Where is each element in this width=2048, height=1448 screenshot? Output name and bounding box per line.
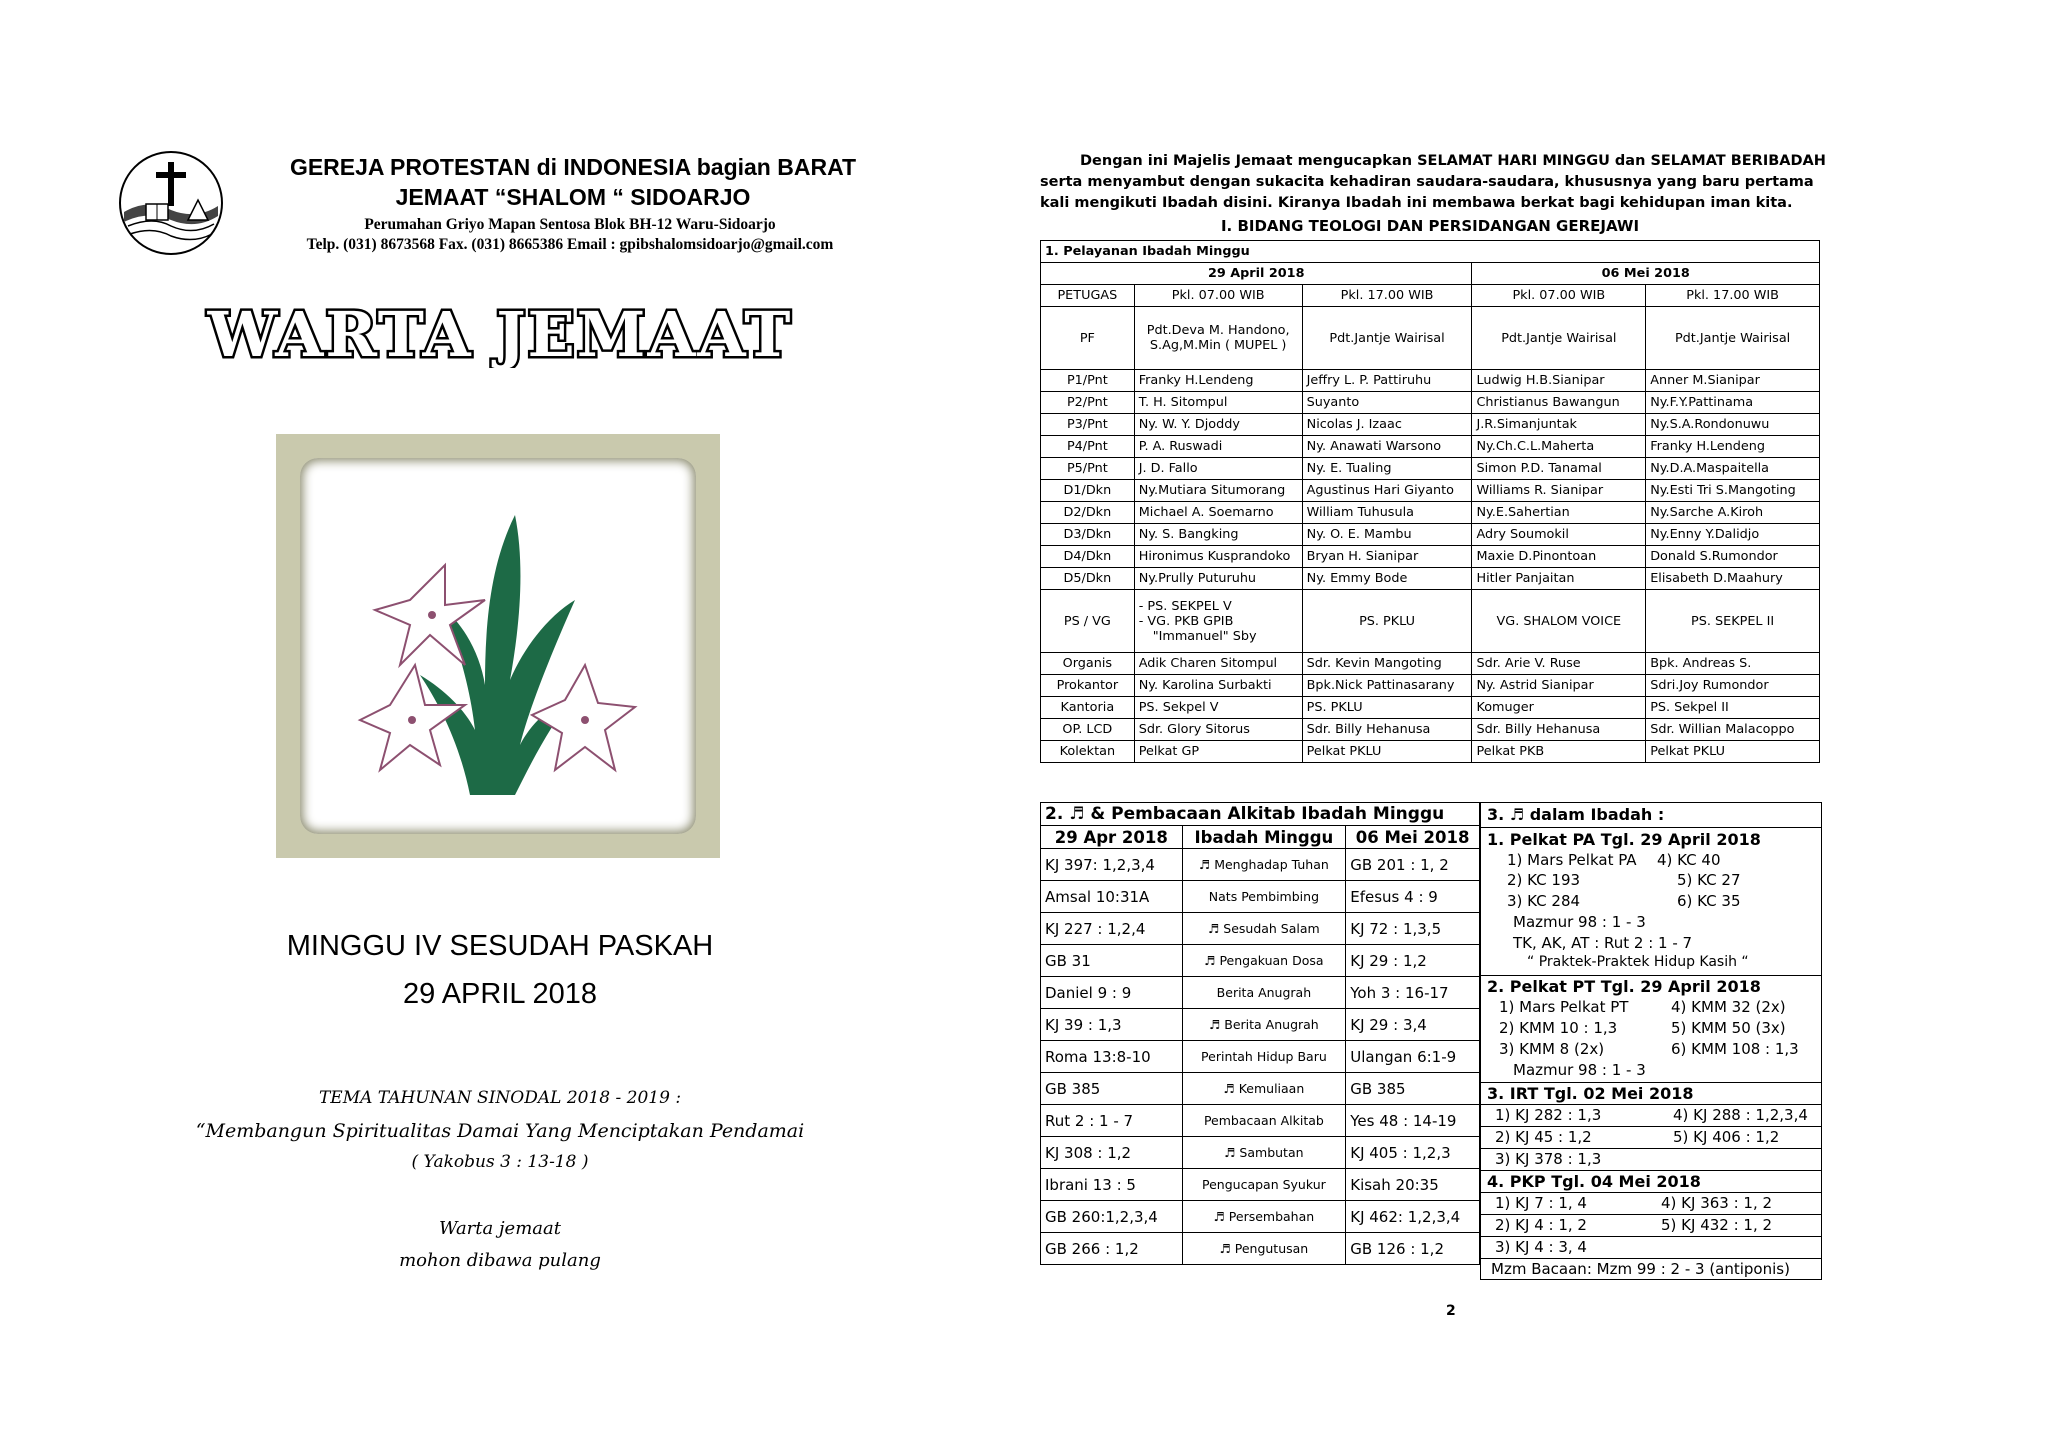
role-cell: Kantoria — [1041, 697, 1135, 719]
theme-text: “Membangun Spiritualitas Damai Yang Menciptakan Pendamai — [195, 1120, 805, 1142]
table-row — [1041, 524, 1820, 546]
table-row — [1041, 546, 1820, 568]
table-row — [1041, 675, 1820, 697]
psalm-reading: Mzm Bacaan: Mzm 99 : 2 - 3 (antiponis) — [1491, 1260, 1790, 1278]
table-cell: Yes 48 : 14-19 — [1346, 1105, 1480, 1137]
table-row — [1041, 1041, 1480, 1073]
table-cell: Ny. S. Bangking — [1134, 524, 1302, 546]
table-cell: KJ 405 : 1,2,3 — [1346, 1137, 1480, 1169]
pt-psalm: Mazmur 98 : 1 - 3 — [1513, 1061, 1646, 1079]
table-cell: Suyanto — [1302, 392, 1472, 414]
irt-song: 5) KJ 406 : 1,2 — [1673, 1128, 1780, 1146]
table-row — [1041, 568, 1820, 590]
pt-song: 2) KMM 10 : 1,3 — [1499, 1019, 1618, 1037]
table-row — [1041, 285, 1820, 307]
table-row — [1041, 458, 1820, 480]
pkp-title: 4. PKP Tgl. 04 Mei 2018 — [1487, 1172, 1701, 1191]
table-cell: Anner M.Sianipar — [1646, 370, 1820, 392]
role-cell: Amsal 10:31A — [1041, 881, 1183, 913]
irt-song: 1) KJ 282 : 1,3 — [1495, 1106, 1602, 1124]
role-cell: Prokantor — [1041, 675, 1135, 697]
table-cell: KJ 72 : 1,3,5 — [1346, 913, 1480, 945]
pkp-row-divider — [1481, 1236, 1821, 1237]
table-row — [1041, 1073, 1480, 1105]
table-cell — [1134, 590, 1302, 653]
table-cell: Yoh 3 : 16-17 — [1346, 977, 1480, 1009]
role-cell: P1/Pnt — [1041, 370, 1135, 392]
role-cell: D2/Dkn — [1041, 502, 1135, 524]
role-cell: KJ 308 : 1,2 — [1041, 1137, 1183, 1169]
table-cell: PS. SEKPEL II — [1646, 590, 1820, 653]
role-cell: GB 266 : 1,2 — [1041, 1233, 1183, 1265]
table-cell: Franky H.Lendeng — [1646, 436, 1820, 458]
table-row — [1041, 653, 1820, 675]
table-row — [1041, 307, 1820, 370]
role-cell: OP. LCD — [1041, 719, 1135, 741]
role-cell: D5/Dkn — [1041, 568, 1135, 590]
pkp-row-divider — [1481, 1192, 1821, 1193]
table-cell: Ny.E.Sahertian — [1472, 502, 1646, 524]
table-cell: Hitler Panjaitan — [1472, 568, 1646, 590]
table-cell: J.R.Simanjuntak — [1472, 414, 1646, 436]
table-cell: Pelkat PKLU — [1646, 741, 1820, 763]
role-cell: Roma 13:8-10 — [1041, 1041, 1183, 1073]
role-cell: GB 260:1,2,3,4 — [1041, 1201, 1183, 1233]
pa-song: 1) Mars Pelkat PA — [1507, 851, 1637, 869]
date-header-1: 29 April 2018 — [1041, 263, 1472, 285]
table-cell: Sdri.Joy Rumondor — [1646, 675, 1820, 697]
take-home-note-line2: mohon dibawa pulang — [399, 1250, 601, 1271]
table-cell: Franky H.Lendeng — [1134, 370, 1302, 392]
table-cell: Maxie D.Pinontoan — [1472, 546, 1646, 568]
role-cell: P2/Pnt — [1041, 392, 1135, 414]
role-cell: KJ 397: 1,2,3,4 — [1041, 849, 1183, 881]
role-cell: D3/Dkn — [1041, 524, 1135, 546]
table-row — [1041, 849, 1480, 881]
table-cell: VG. SHALOM VOICE — [1472, 590, 1646, 653]
theme-label: TEMA TAHUNAN SINODAL 2018 - 2019 : — [318, 1088, 682, 1108]
role-cell: P3/Pnt — [1041, 414, 1135, 436]
table-cell: Pelkat PKB — [1472, 741, 1646, 763]
table-row — [1041, 480, 1820, 502]
table-row — [1041, 741, 1820, 763]
intro-line1: Dengan ini Majelis Jemaat mengucapkan SELAMAT HARI MINGGU dan SELAMAT BERIBADAH — [1080, 153, 1826, 169]
column-header: Pkl. 07.00 WIB — [1472, 285, 1646, 307]
role-cell: GB 31 — [1041, 945, 1183, 977]
table-cell: Pelkat PKLU — [1302, 741, 1472, 763]
pt-song: 6) KMM 108 : 1,3 — [1671, 1040, 1799, 1058]
table-row — [1041, 719, 1820, 741]
table-cell: Ny.Mutiara Situmorang — [1134, 480, 1302, 502]
pf-name-line1: Pdt.Deva M. Handono, — [1146, 323, 1290, 338]
table-cell: GB 201 : 1, 2 — [1346, 849, 1480, 881]
table-cell: Michael A. Soemarno — [1134, 502, 1302, 524]
table-cell: Jeffry L. P. Pattiruhu — [1302, 370, 1472, 392]
pa-song: 4) KC 40 — [1657, 851, 1721, 869]
table-cell: Ny. E. Tualing — [1302, 458, 1472, 480]
role-cell: Organis — [1041, 653, 1135, 675]
table-cell: ♬ Menghadap Tuhan — [1182, 849, 1346, 881]
table-cell: Ny.Esti Tri S.Mangoting — [1646, 480, 1820, 502]
sunday-name: MINGGU IV SESUDAH PASKAH — [286, 930, 714, 962]
table-cell: Ny. Astrid Sianipar — [1472, 675, 1646, 697]
pa-psalm: Mazmur 98 : 1 - 3 — [1513, 913, 1646, 931]
take-home-note-line1: Warta jemaat — [439, 1218, 561, 1239]
intro-line3: kali mengikuti Ibadah disini. Kiranya Ibadah ini membawa berkat bagi kehidupan iman kita. — [1040, 195, 1793, 211]
congregation-name: JEMAAT “SHALOM “ SIDOARJO — [395, 184, 751, 210]
table-cell: ♬ Sesudah Salam — [1182, 913, 1346, 945]
role-cell: PF — [1041, 307, 1135, 370]
table-cell: Kisah 20:35 — [1346, 1169, 1480, 1201]
role-cell: P5/Pnt — [1041, 458, 1135, 480]
table-cell: Ny.S.A.Rondonuwu — [1646, 414, 1820, 436]
column-header: 29 Apr 2018 — [1041, 826, 1183, 849]
irt-title: 3. IRT Tgl. 02 Mei 2018 — [1487, 1084, 1694, 1103]
church-logo-icon — [118, 150, 224, 256]
role-cell: Kolektan — [1041, 741, 1135, 763]
column-header: PETUGAS — [1041, 285, 1135, 307]
table-cell: KJ 29 : 1,2 — [1346, 945, 1480, 977]
table-cell: PS. Sekpel V — [1134, 697, 1302, 719]
church-contact: Telp. (031) 8673568 Fax. (031) 8665386 Email : gpibshalomsidoarjo@gmail.com — [306, 236, 834, 253]
role-cell: GB 385 — [1041, 1073, 1183, 1105]
intro-line2: serta menyambut dengan sukacita kehadiran saudara-saudara, khususnya yang baru pertama — [1040, 174, 1814, 190]
table-row — [1041, 913, 1480, 945]
table-row — [1041, 1201, 1480, 1233]
table-row — [1041, 590, 1820, 653]
psvg-line: - VG. PKB GPIB — [1138, 613, 1234, 629]
table-cell: William Tuhusula — [1302, 502, 1472, 524]
pt-song: 4) KMM 32 (2x) — [1671, 998, 1786, 1016]
role-cell: PS / VG — [1041, 590, 1135, 653]
table-cell: Ny.Prully Puturuhu — [1134, 568, 1302, 590]
table-cell: ♬ Kemuliaan — [1182, 1073, 1346, 1105]
table-row — [1041, 826, 1480, 849]
table-cell: Pembacaan Alkitab — [1182, 1105, 1346, 1137]
church-address: Perumahan Griyo Mapan Sentosa Blok BH-12 Waru-Sidoarjo — [364, 216, 776, 233]
readings-title: 2. ♬ & Pembacaan Alkitab Ibadah Minggu — [1041, 803, 1480, 826]
pa-song: 5) KC 27 — [1677, 871, 1741, 889]
table-cell: Ny. Karolina Surbakti — [1134, 675, 1302, 697]
table-cell: ♬ Berita Anugrah — [1182, 1009, 1346, 1041]
pa-song: 6) KC 35 — [1677, 892, 1741, 910]
table-cell: Adik Charen Sitompul — [1134, 653, 1302, 675]
column-header: Pkl. 17.00 WIB — [1302, 285, 1472, 307]
table-row — [1041, 697, 1820, 719]
table-cell: ♬ Pengakuan Dosa — [1182, 945, 1346, 977]
table-cell: Donald S.Rumondor — [1646, 546, 1820, 568]
theme-reference: ( Yakobus 3 : 13-18 ) — [411, 1152, 589, 1172]
sunday-date: 29 APRIL 2018 — [402, 978, 598, 1010]
table-cell: Agustinus Hari Giyanto — [1302, 480, 1472, 502]
table-cell: Simon P.D. Tanamal — [1472, 458, 1646, 480]
table-cell: Ulangan 6:1-9 — [1346, 1041, 1480, 1073]
table-row — [1041, 1105, 1480, 1137]
table-cell: Ny.Sarche A.Kiroh — [1646, 502, 1820, 524]
role-cell: KJ 39 : 1,3 — [1041, 1009, 1183, 1041]
pt-song: 1) Mars Pelkat PT — [1499, 998, 1629, 1016]
table-cell: Adry Soumokil — [1472, 524, 1646, 546]
psvg-line: - PS. SEKPEL V — [1138, 598, 1232, 614]
irt-row-divider — [1481, 1148, 1821, 1149]
irt-section-divider — [1481, 1082, 1821, 1083]
table-cell: Ny.Enny Y.Dalidjo — [1646, 524, 1820, 546]
newsletter-title — [160, 298, 840, 368]
table-cell: Sdr. Billy Hehanusa — [1472, 719, 1646, 741]
table-cell: PS. PKLU — [1302, 697, 1472, 719]
table-cell: KJ 462: 1,2,3,4 — [1346, 1201, 1480, 1233]
table-row — [1041, 945, 1480, 977]
psvg-line: "Immanuel" Sby — [1152, 628, 1257, 644]
table-cell: Pengucapan Syukur — [1182, 1169, 1346, 1201]
table-row — [1041, 803, 1480, 826]
table-cell: Efesus 4 : 9 — [1346, 881, 1480, 913]
pt-song: 3) KMM 8 (2x) — [1499, 1040, 1605, 1058]
pkp-song: 3) KJ 4 : 3, 4 — [1495, 1238, 1587, 1256]
table-cell: PS. Sekpel II — [1646, 697, 1820, 719]
irt-song: 2) KJ 45 : 1,2 — [1495, 1128, 1592, 1146]
date-header-2: 06 Mei 2018 — [1472, 263, 1820, 285]
table-cell: PS. PKLU — [1302, 590, 1472, 653]
table-row — [1041, 241, 1820, 263]
table-cell: Hironimus Kusprandoko — [1134, 546, 1302, 568]
church-name-line1: GEREJA PROTESTAN di INDONESIA bagian BARAT — [289, 154, 857, 180]
table-cell: GB 385 — [1346, 1073, 1480, 1105]
table-cell: Ny. Emmy Bode — [1302, 568, 1472, 590]
table-row — [1041, 977, 1480, 1009]
irt-row-divider — [1481, 1104, 1821, 1105]
table-cell: Ny.Ch.C.L.Maherta — [1472, 436, 1646, 458]
pa-section-divider — [1481, 827, 1821, 828]
table-cell: Ny. W. Y. Djoddy — [1134, 414, 1302, 436]
table-cell: Ludwig H.B.Sianipar — [1472, 370, 1646, 392]
irt-row-divider — [1481, 1126, 1821, 1127]
table-cell: Sdr. Billy Hehanusa — [1302, 719, 1472, 741]
role-cell: KJ 227 : 1,2,4 — [1041, 913, 1183, 945]
worship-songs-box — [1480, 802, 1822, 1280]
table-cell: Bpk. Andreas S. — [1646, 653, 1820, 675]
role-cell: Daniel 9 : 9 — [1041, 977, 1183, 1009]
table-cell: Nicolas J. Izaac — [1302, 414, 1472, 436]
role-cell: P4/Pnt — [1041, 436, 1135, 458]
table-cell: Bryan H. Sianipar — [1302, 546, 1472, 568]
table-cell: Ny. O. E. Mambu — [1302, 524, 1472, 546]
table-cell: Sdr. Kevin Mangoting — [1302, 653, 1472, 675]
section-title: I. BIDANG TEOLOGI DAN PERSIDANGAN GEREJAWI — [1220, 217, 1640, 235]
table-cell: Williams R. Sianipar — [1472, 480, 1646, 502]
table-cell: Pdt.Jantje Wairisal — [1646, 307, 1820, 370]
table-row — [1041, 436, 1820, 458]
table-cell: T. H. Sitompul — [1134, 392, 1302, 414]
table-row — [1041, 1169, 1480, 1201]
irt-song: 4) KJ 288 : 1,2,3,4 — [1673, 1106, 1808, 1124]
table-row — [1041, 263, 1820, 285]
pa-title: 1. Pelkat PA Tgl. 29 April 2018 — [1487, 830, 1761, 849]
role-cell: Rut 2 : 1 - 7 — [1041, 1105, 1183, 1137]
table-cell: ♬ Sambutan — [1182, 1137, 1346, 1169]
table-cell: GB 126 : 1,2 — [1346, 1233, 1480, 1265]
table-cell: Ny.D.A.Maspaitella — [1646, 458, 1820, 480]
role-cell: Ibrani 13 : 5 — [1041, 1169, 1183, 1201]
table-cell: Berita Anugrah — [1182, 977, 1346, 1009]
table-cell: Perintah Hidup Baru — [1182, 1041, 1346, 1073]
pkp-song: 1) KJ 7 : 1, 4 — [1495, 1194, 1587, 1212]
table-row — [1041, 1233, 1480, 1265]
table-cell: Ny.F.Y.Pattinama — [1646, 392, 1820, 414]
newsletter-title-text: WARTA JEMAAT — [207, 298, 793, 368]
table-row — [1041, 502, 1820, 524]
table-row — [1041, 370, 1820, 392]
page-number: 2 — [1446, 1303, 1456, 1319]
table-cell: Christianus Bawangun — [1472, 392, 1646, 414]
table-row — [1041, 1137, 1480, 1169]
table-cell: Sdr. Glory Sitorus — [1134, 719, 1302, 741]
pkp-song: 2) KJ 4 : 1, 2 — [1495, 1216, 1587, 1234]
table-cell: Nats Pembimbing — [1182, 881, 1346, 913]
pt-song: 5) KMM 50 (3x) — [1671, 1019, 1786, 1037]
psalm-divider — [1481, 1258, 1821, 1259]
column-header: Ibadah Minggu — [1182, 826, 1346, 849]
table-cell: Pdt.Jantje Wairisal — [1472, 307, 1646, 370]
pt-title: 2. Pelkat PT Tgl. 29 April 2018 — [1487, 977, 1761, 996]
pa-theme: “ Praktek-Praktek Hidup Kasih “ — [1527, 954, 1749, 970]
table-row — [1041, 414, 1820, 436]
table-row — [1041, 392, 1820, 414]
readings-table — [1040, 802, 1480, 1265]
irt-song: 3) KJ 378 : 1,3 — [1495, 1150, 1602, 1168]
pf-name-line2: S.Ag,M.Min ( MUPEL ) — [1149, 338, 1287, 353]
pa-reading: TK, AK, AT : Rut 2 : 1 - 7 — [1513, 934, 1693, 952]
table-cell: ♬ Pengutusan — [1182, 1233, 1346, 1265]
pkp-row-divider — [1481, 1214, 1821, 1215]
pkp-song: 5) KJ 432 : 1, 2 — [1661, 1216, 1773, 1234]
column-header: 06 Mei 2018 — [1346, 826, 1480, 849]
table-cell: ♬ Persembahan — [1182, 1201, 1346, 1233]
pkp-section-divider — [1481, 1170, 1821, 1171]
worship-songs-title: 3. ♬ dalam Ibadah : — [1487, 805, 1665, 824]
table-cell: Pelkat GP — [1134, 741, 1302, 763]
table-cell — [1134, 307, 1302, 370]
table-cell: Pdt.Jantje Wairisal — [1302, 307, 1472, 370]
table-cell: Sdr. Willian Malacoppo — [1646, 719, 1820, 741]
role-cell: D1/Dkn — [1041, 480, 1135, 502]
lily-artwork-icon — [350, 505, 640, 805]
table-cell: Bpk.Nick Pattinasarany — [1302, 675, 1472, 697]
table-cell: Elisabeth D.Maahury — [1646, 568, 1820, 590]
pa-song: 2) KC 193 — [1507, 871, 1581, 889]
table-cell: KJ 29 : 3,4 — [1346, 1009, 1480, 1041]
table-cell: Sdr. Arie V. Ruse — [1472, 653, 1646, 675]
service-title: 1. Pelayanan Ibadah Minggu — [1041, 241, 1820, 263]
table-row — [1041, 1009, 1480, 1041]
role-cell: D4/Dkn — [1041, 546, 1135, 568]
table-row — [1041, 881, 1480, 913]
service-schedule-table — [1040, 240, 1820, 763]
table-cell: Ny. Anawati Warsono — [1302, 436, 1472, 458]
table-cell: J. D. Fallo — [1134, 458, 1302, 480]
pkp-song: 4) KJ 363 : 1, 2 — [1661, 1194, 1773, 1212]
column-header: Pkl. 17.00 WIB — [1646, 285, 1820, 307]
pa-song: 3) KC 284 — [1507, 892, 1581, 910]
pt-section-divider — [1481, 975, 1821, 976]
column-header: Pkl. 07.00 WIB — [1134, 285, 1302, 307]
table-cell: Komuger — [1472, 697, 1646, 719]
table-cell: P. A. Ruswadi — [1134, 436, 1302, 458]
